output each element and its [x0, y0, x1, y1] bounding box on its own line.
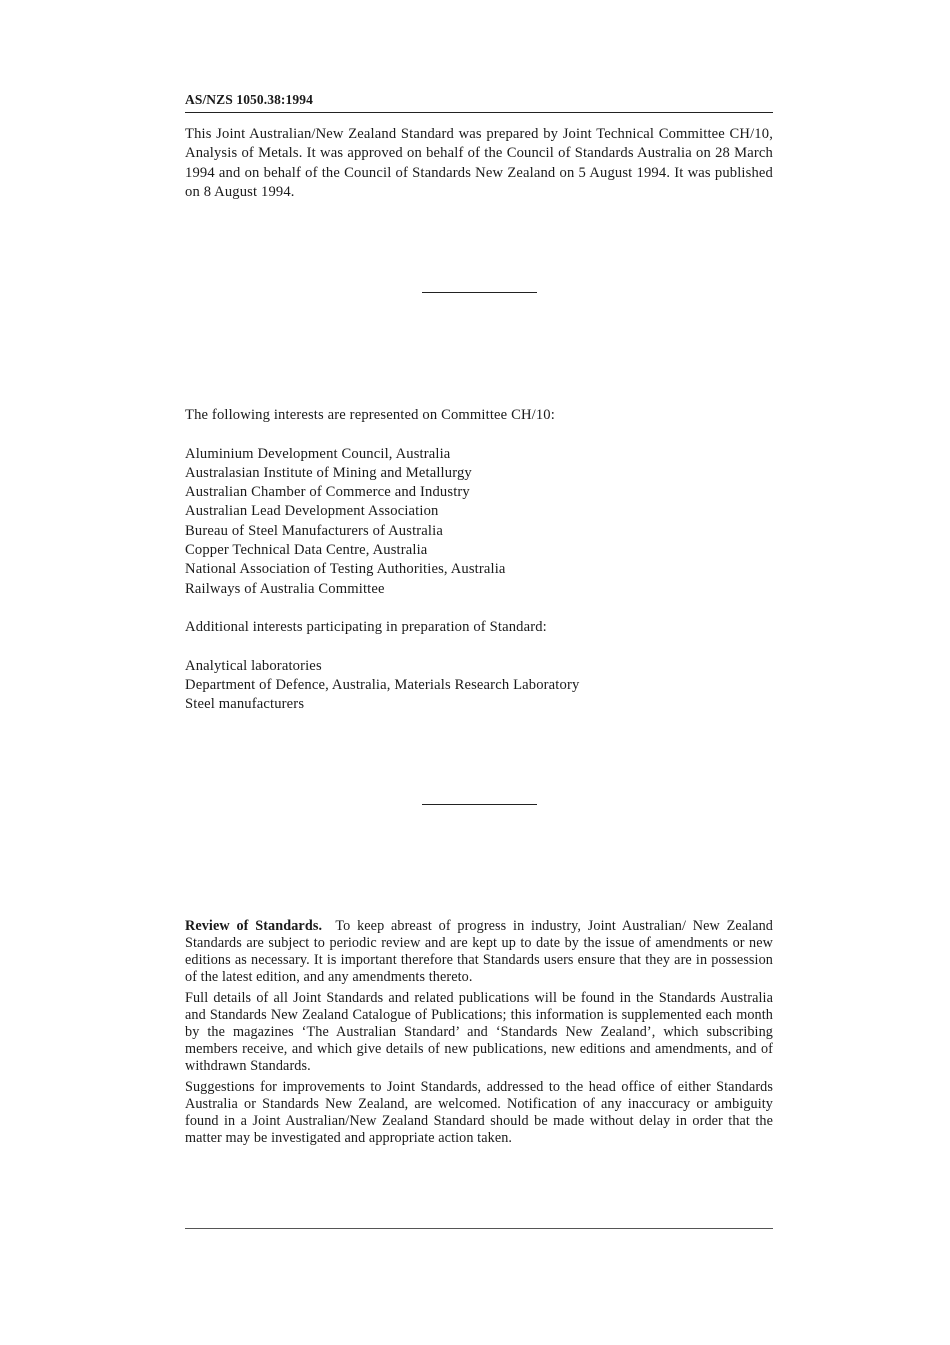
member-item: Copper Technical Data Centre, Australia	[185, 542, 428, 559]
section-divider	[422, 292, 537, 293]
member-item: Australasian Institute of Mining and Metallurgy	[185, 464, 472, 481]
member-item: Aluminium Development Council, Australia	[185, 445, 451, 462]
additional-item: Analytical laboratories	[185, 657, 322, 674]
member-item: Australian Lead Development Association	[185, 503, 439, 520]
suggestions-paragraph: Suggestions for improvements to Joint Standards, addressed to the head office of either Standards Australia or Standards New Zealand, are welcomed. Notification of any inaccuracy or ambiguity found in a Joint Australian/New Zealand Standard should be made without delay in order that the matter may be investigated and appropriate action taken.	[185, 1079, 773, 1146]
catalogue-paragraph: Full details of all Joint Standards and related publications will be found in the Standards Australia and Standards New Zealand Catalogue of Publications; this information is supplemented each month by the magazines ‘The Australian Standard’ and ‘Standards New Zealand’, which subscribing members receive, and which give details of new publications, new editions and amendments, and of withdrawn Standards.	[185, 990, 773, 1074]
review-of-standards	[185, 918, 773, 1151]
member-item: National Association of Testing Authorities, Australia	[185, 561, 506, 578]
section-divider	[422, 804, 537, 805]
preparation-statement: This Joint Australian/New Zealand Standard was prepared by Joint Technical Committee CH/10, Analysis of Metals. It was approved on behalf of the Council of Standards Australia on 28 March 1994 and on behalf of the Council of Standards New Zealand on 5 August 1994. It was published on 8 August 1994.	[185, 126, 773, 200]
additional-item: Steel manufacturers	[185, 696, 305, 713]
footer-rule	[185, 1228, 773, 1229]
review-text: To keep abreast of progress in industry, Joint Australian/ New Zealand Standards are subject to periodic review and are kept up to date by the issue of amendments or new editions as necessary. It is important therefore that Standards users ensure that they are in possession of the latest edition, and any amendments thereto.	[185, 918, 773, 985]
review-paragraph	[185, 918, 773, 986]
member-item: Bureau of Steel Manufacturers of Australia	[185, 522, 443, 539]
committee-heading: The following interests are represented on Committee CH/10:	[185, 407, 555, 423]
review-title: Review of Standards.	[185, 918, 323, 934]
member-item: Australian Chamber of Commerce and Industry	[185, 484, 470, 501]
member-item: Railways of Australia Committee	[185, 580, 385, 597]
committee-interests	[185, 406, 773, 715]
additional-item: Department of Defence, Australia, Materials Research Laboratory	[185, 677, 580, 694]
additional-interests-heading: Additional interests participating in preparation of Standard:	[185, 619, 547, 636]
standard-number-header: AS/NZS 1050.38:1994	[185, 92, 773, 113]
